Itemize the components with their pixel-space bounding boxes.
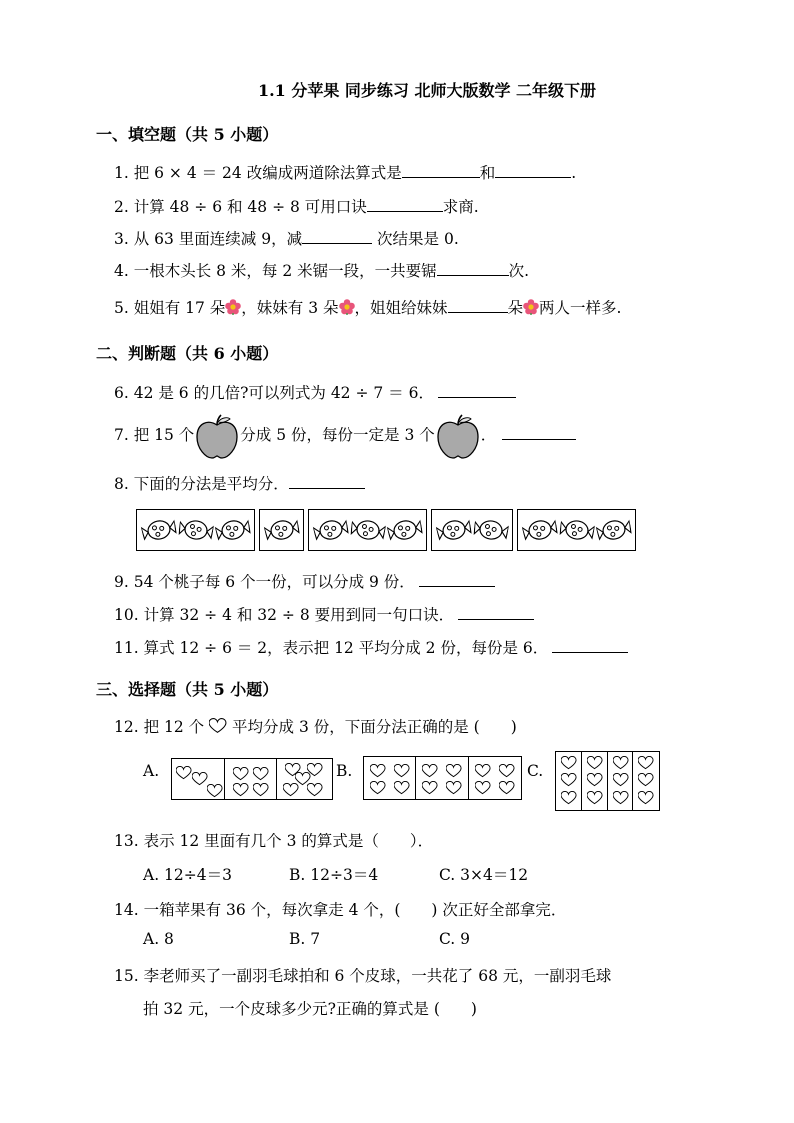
heart-icon	[422, 781, 438, 795]
candy-icon	[139, 512, 178, 548]
q1-and: 和	[479, 164, 496, 182]
heart-icon	[192, 772, 208, 786]
q4-end: 次.	[508, 262, 530, 280]
heart-icon	[209, 718, 227, 734]
q11-text: 11. 算式 12 ÷ 6 ＝ 2，表示把 12 平均分成 2 份，每份是 6．	[114, 639, 549, 657]
q7-blank[interactable]	[502, 423, 576, 440]
heart-icon	[176, 766, 192, 780]
question-4	[114, 259, 529, 282]
q12-option-c-figure[interactable]	[555, 751, 660, 811]
heart-icon	[233, 767, 249, 781]
heart-icon	[253, 783, 269, 797]
q11-blank[interactable]	[552, 636, 628, 653]
candy-icon	[434, 512, 473, 548]
question-11	[114, 636, 628, 659]
flower-icon	[225, 299, 241, 315]
q12-option-a-figure[interactable]	[171, 758, 333, 800]
heart-icon	[613, 773, 629, 787]
candy-group-box	[259, 509, 304, 551]
q9-text: 9. 54 个桃子每 6 个一份，可以分成 9 份．	[114, 573, 415, 591]
question-2	[114, 195, 479, 218]
heart-icon	[370, 781, 386, 795]
q6-text: 6. 42 是 6 的几倍?可以列式为 42 ÷ 7 ＝ 6．	[114, 384, 434, 402]
heart-group	[556, 752, 582, 810]
candy-icon	[349, 513, 387, 547]
candy-icon	[311, 512, 350, 548]
q5-end: 两人一样多.	[539, 299, 622, 317]
q13-option-b[interactable]: B. 12÷3＝4	[289, 866, 379, 884]
heart-icon	[446, 764, 462, 778]
candy-icon	[177, 513, 215, 547]
q2-text: 2. 计算 48 ÷ 6 和 48 ÷ 8 可用口诀	[114, 198, 367, 216]
candy-icon	[594, 512, 633, 548]
q12-text: 12. 把 12 个	[114, 718, 205, 736]
heart-group	[608, 752, 634, 810]
heart-icon	[394, 764, 410, 778]
heart-icon	[446, 781, 462, 795]
question-15: 15. 李老师买了一副羽毛球拍和 6 个皮球，一共花了 68 元，一副羽毛球	[114, 967, 612, 985]
candy-icon	[520, 512, 559, 548]
heart-icon	[307, 783, 323, 797]
q5-text-3: ，姐姐给妹妹	[354, 299, 448, 317]
q3-text: 3. 从 63 里面连续减 9，减	[114, 230, 303, 248]
heart-icon	[587, 791, 603, 805]
candy-group-box	[308, 509, 427, 551]
candy-group-box	[431, 509, 513, 551]
question-3	[114, 227, 459, 250]
q5-text-4: 朵	[507, 299, 524, 317]
heart-icon	[587, 756, 603, 770]
heart-group	[416, 757, 468, 799]
section-heading-multiple-choice: 三、选择题（共 5 小题）	[96, 680, 279, 699]
candy-group-box	[517, 509, 636, 551]
q14-option-a[interactable]: A. 8	[143, 930, 174, 948]
heart-icon	[207, 784, 223, 798]
flower-icon	[523, 299, 539, 315]
heart-icon	[253, 767, 269, 781]
q10-text: 10. 计算 32 ÷ 4 和 32 ÷ 8 要用到同一句口诀．	[114, 606, 455, 624]
candy-group-box	[136, 509, 255, 551]
question-6	[114, 381, 516, 404]
heart-group	[225, 759, 276, 799]
question-10	[114, 603, 534, 626]
q14-option-b[interactable]: B. 7	[289, 930, 321, 948]
question-12	[114, 716, 517, 738]
heart-group	[582, 752, 608, 810]
q6-blank[interactable]	[438, 381, 516, 398]
q7-text-2: 分成 5 份，每份一定是 3 个	[240, 426, 435, 444]
q7-end: ．	[480, 426, 497, 444]
q12-option-c-label[interactable]: C.	[527, 762, 544, 780]
page-title: 1.1 分苹果 同步练习 北师大版数学 二年级下册	[257, 81, 597, 100]
q2-blank[interactable]	[367, 195, 443, 212]
q1-text: 1. 把 6 × 4 ＝ 24 改编成两道除法算式是	[114, 164, 402, 182]
q10-blank[interactable]	[458, 603, 534, 620]
candy-icon	[472, 513, 510, 547]
heart-icon	[561, 791, 577, 805]
heart-icon	[475, 764, 491, 778]
q9-blank[interactable]	[419, 570, 495, 587]
heart-group	[172, 759, 225, 799]
heart-icon	[638, 791, 654, 805]
q2-end: 求商.	[442, 198, 479, 216]
section-heading-true-false: 二、判断题（共 6 小题）	[96, 344, 279, 363]
q14-option-c[interactable]: C. 9	[439, 930, 471, 948]
heart-icon	[561, 756, 577, 770]
heart-icon	[499, 781, 515, 795]
heart-icon	[613, 756, 629, 770]
heart-group	[364, 757, 416, 799]
heart-icon	[283, 783, 299, 797]
candy-icon	[385, 512, 424, 548]
section-heading-fill-blank: 一、填空题（共 5 小题）	[96, 125, 279, 144]
question-14: 14. 一箱苹果有 36 个，每次拿走 4 个，( ) 次正好全部拿完．	[114, 901, 567, 919]
heart-group	[633, 752, 659, 810]
question-8	[114, 472, 365, 495]
q3-blank[interactable]	[302, 227, 372, 244]
candy-icon	[213, 512, 252, 548]
q13-option-c[interactable]: C. 3×4＝12	[439, 866, 529, 884]
question-13: 13. 表示 12 里面有几个 3 的算式是（ ）．	[114, 832, 434, 850]
question-15-line-2: 拍 32 元，一个皮球多少元?正确的算式是 ( )	[143, 1000, 477, 1018]
heart-icon	[370, 764, 386, 778]
q8-text: 8. 下面的分法是平均分．	[114, 475, 289, 493]
q13-option-a[interactable]: A. 12÷4＝3	[143, 866, 232, 884]
apple-icon	[435, 413, 481, 459]
q5-text: 5. 姐姐有 17 朵	[114, 299, 226, 317]
heart-group	[277, 759, 332, 799]
heart-icon	[638, 773, 654, 787]
q12-option-b-label[interactable]: B.	[336, 762, 353, 780]
q1-blank-1[interactable]	[402, 161, 480, 178]
heart-icon	[475, 781, 491, 795]
heart-icon	[422, 764, 438, 778]
heart-icon	[587, 773, 603, 787]
q1-end: .	[571, 164, 577, 182]
heart-icon	[561, 773, 577, 787]
q12-option-b-figure[interactable]	[363, 756, 522, 800]
heart-icon	[638, 756, 654, 770]
q12-option-a-label[interactable]: A.	[143, 762, 160, 780]
q12-text-2: 平均分成 3 份，下面分法正确的是 ( )	[232, 718, 517, 736]
q7-text: 7. 把 15 个	[114, 426, 195, 444]
q3-end: 次结果是 0.	[377, 230, 459, 248]
question-7	[114, 412, 576, 459]
heart-icon	[613, 791, 629, 805]
apple-icon	[194, 413, 240, 459]
q5-text-2: ，妹妹有 3 朵	[241, 299, 339, 317]
flower-icon	[339, 299, 355, 315]
question-5	[114, 296, 621, 319]
candy-groups-figure	[136, 509, 636, 551]
heart-icon	[499, 764, 515, 778]
candy-icon	[262, 512, 301, 548]
heart-icon	[394, 781, 410, 795]
q4-blank[interactable]	[437, 259, 509, 276]
q4-text: 4. 一根木头长 8 米，每 2 米锯一段，一共要锯	[114, 262, 437, 280]
heart-icon	[233, 783, 249, 797]
question-1	[114, 161, 576, 184]
question-9	[114, 570, 495, 593]
q1-blank-2[interactable]	[495, 161, 571, 178]
q5-blank[interactable]	[448, 296, 508, 313]
candy-icon	[558, 513, 596, 547]
q8-blank[interactable]	[289, 472, 365, 489]
heart-group	[469, 757, 521, 799]
